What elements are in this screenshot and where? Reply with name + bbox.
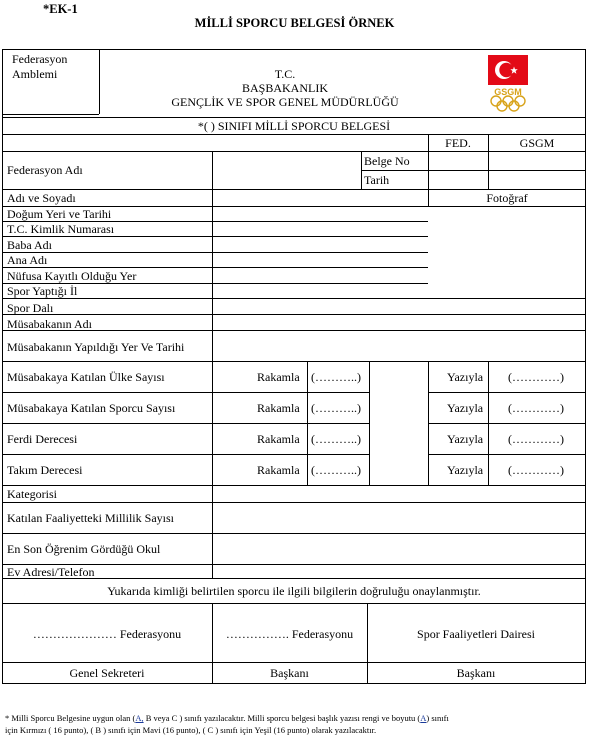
- count-row-label: Takım Derecesi: [7, 463, 83, 477]
- field-label: Ana Adı: [7, 253, 48, 267]
- written-label: Yazıyla: [447, 370, 484, 384]
- gsgm-logo-icon: [485, 54, 531, 112]
- field-label: T.C. Kimlik Numarası: [7, 222, 115, 236]
- org-line-ministry: BAŞBAKANLIK: [241, 81, 328, 95]
- numeric-blank[interactable]: (………..): [311, 370, 361, 384]
- org-line-directorate: GENÇLİK VE SPOR GENEL MÜDÜRLÜĞÜ: [171, 95, 399, 109]
- column-gsgm: GSGM: [519, 136, 555, 150]
- federation-emblem-label-2: Amblemi: [12, 67, 58, 81]
- signature-role: Genel Sekreteri: [69, 666, 145, 680]
- field-label: En Son Öğrenim Gördüğü Okul: [7, 542, 161, 556]
- logo-text: GSGM: [494, 87, 522, 97]
- document-no-label: Belge No: [364, 154, 410, 168]
- written-blank[interactable]: (…………): [508, 463, 564, 477]
- written-blank[interactable]: (…………): [508, 370, 564, 384]
- field-label: Nüfusa Kayıtlı Olduğu Yer: [7, 269, 137, 283]
- annex-label: *EK-1: [43, 2, 78, 16]
- field-label: Doğum Yeri ve Tarihi: [7, 207, 112, 221]
- federation-emblem-label: Federasyon: [12, 52, 68, 66]
- field-label: Spor Dalı: [7, 301, 54, 315]
- field-label: Spor Yaptığı İl: [7, 284, 78, 298]
- written-label: Yazıyla: [447, 463, 484, 477]
- field-label: Müsabakanın Adı: [7, 317, 92, 331]
- photo-area[interactable]: [429, 207, 585, 298]
- field-label: Müsabakanın Yapıldığı Yer Ve Tarihi: [7, 340, 185, 354]
- class-title: *( ) SINIFI MİLLİ SPORCU BELGESİ: [197, 119, 391, 133]
- written-blank[interactable]: (…………): [508, 432, 564, 446]
- numeric-blank[interactable]: (………..): [311, 401, 361, 415]
- numeric-label: Rakamla: [257, 401, 300, 415]
- signature-org: Spor Faaliyetleri Dairesi: [417, 627, 535, 641]
- numeric-label: Rakamla: [257, 463, 300, 477]
- footnote-line-2: için Kırmızı ( 16 punto), ( B ) sınıfı için Mavi (16 punto), ( C ) sınıfı için Yeşil (16 punto) olarak yazılacaktır.: [5, 725, 377, 735]
- numeric-label: Rakamla: [257, 370, 300, 384]
- federation-name-field[interactable]: [213, 152, 361, 189]
- page-title: MİLLİ SPORCU BELGESİ ÖRNEK: [194, 16, 395, 30]
- field-label: Adı ve Soyadı: [7, 191, 76, 205]
- field-label: Katılan Faaliyetteki Millilik Sayısı: [7, 511, 174, 525]
- federation-name-label: Federasyon Adı: [7, 163, 83, 177]
- signature-role: Başkanı: [456, 666, 496, 680]
- written-blank[interactable]: (…………): [508, 401, 564, 415]
- count-row-label: Müsabakaya Katılan Ülke Sayısı: [7, 370, 165, 384]
- field-label: Baba Adı: [7, 238, 52, 252]
- numeric-label: Rakamla: [257, 432, 300, 446]
- footnote-line-1: * Milli Sporcu Belgesine uygun olan (A, B veya C ) sınıfı yazılacaktır. Milli sporcu belgesi başlık yazısı rengi ve boyutu (A) sınıfı: [5, 713, 449, 723]
- column-fed: FED.: [445, 136, 471, 150]
- signature-role: Başkanı: [270, 666, 309, 680]
- written-label: Yazıyla: [447, 401, 484, 415]
- field-label: Kategorisi: [7, 487, 57, 501]
- signature-org: ………………… Federasyonu: [32, 627, 182, 641]
- field-label: Ev Adresi/Telefon: [7, 565, 95, 579]
- confirmation-text: Yukarıda kimliği belirtilen sporcu ile ilgili bilgilerin doğruluğu onaylanmıştır.: [107, 584, 481, 598]
- written-label: Yazıyla: [447, 432, 484, 446]
- date-label: Tarih: [364, 173, 390, 187]
- count-row-label: Müsabakaya Katılan Sporcu Sayısı: [7, 401, 176, 415]
- org-line-tc: T.C.: [274, 67, 296, 81]
- count-row-label: Ferdi Derecesi: [7, 432, 78, 446]
- numeric-blank[interactable]: (………..): [311, 463, 361, 477]
- numeric-blank[interactable]: (………..): [311, 432, 361, 446]
- photo-label: Fotoğraf: [486, 191, 528, 205]
- signature-org: ……………. Federasyonu: [225, 627, 354, 641]
